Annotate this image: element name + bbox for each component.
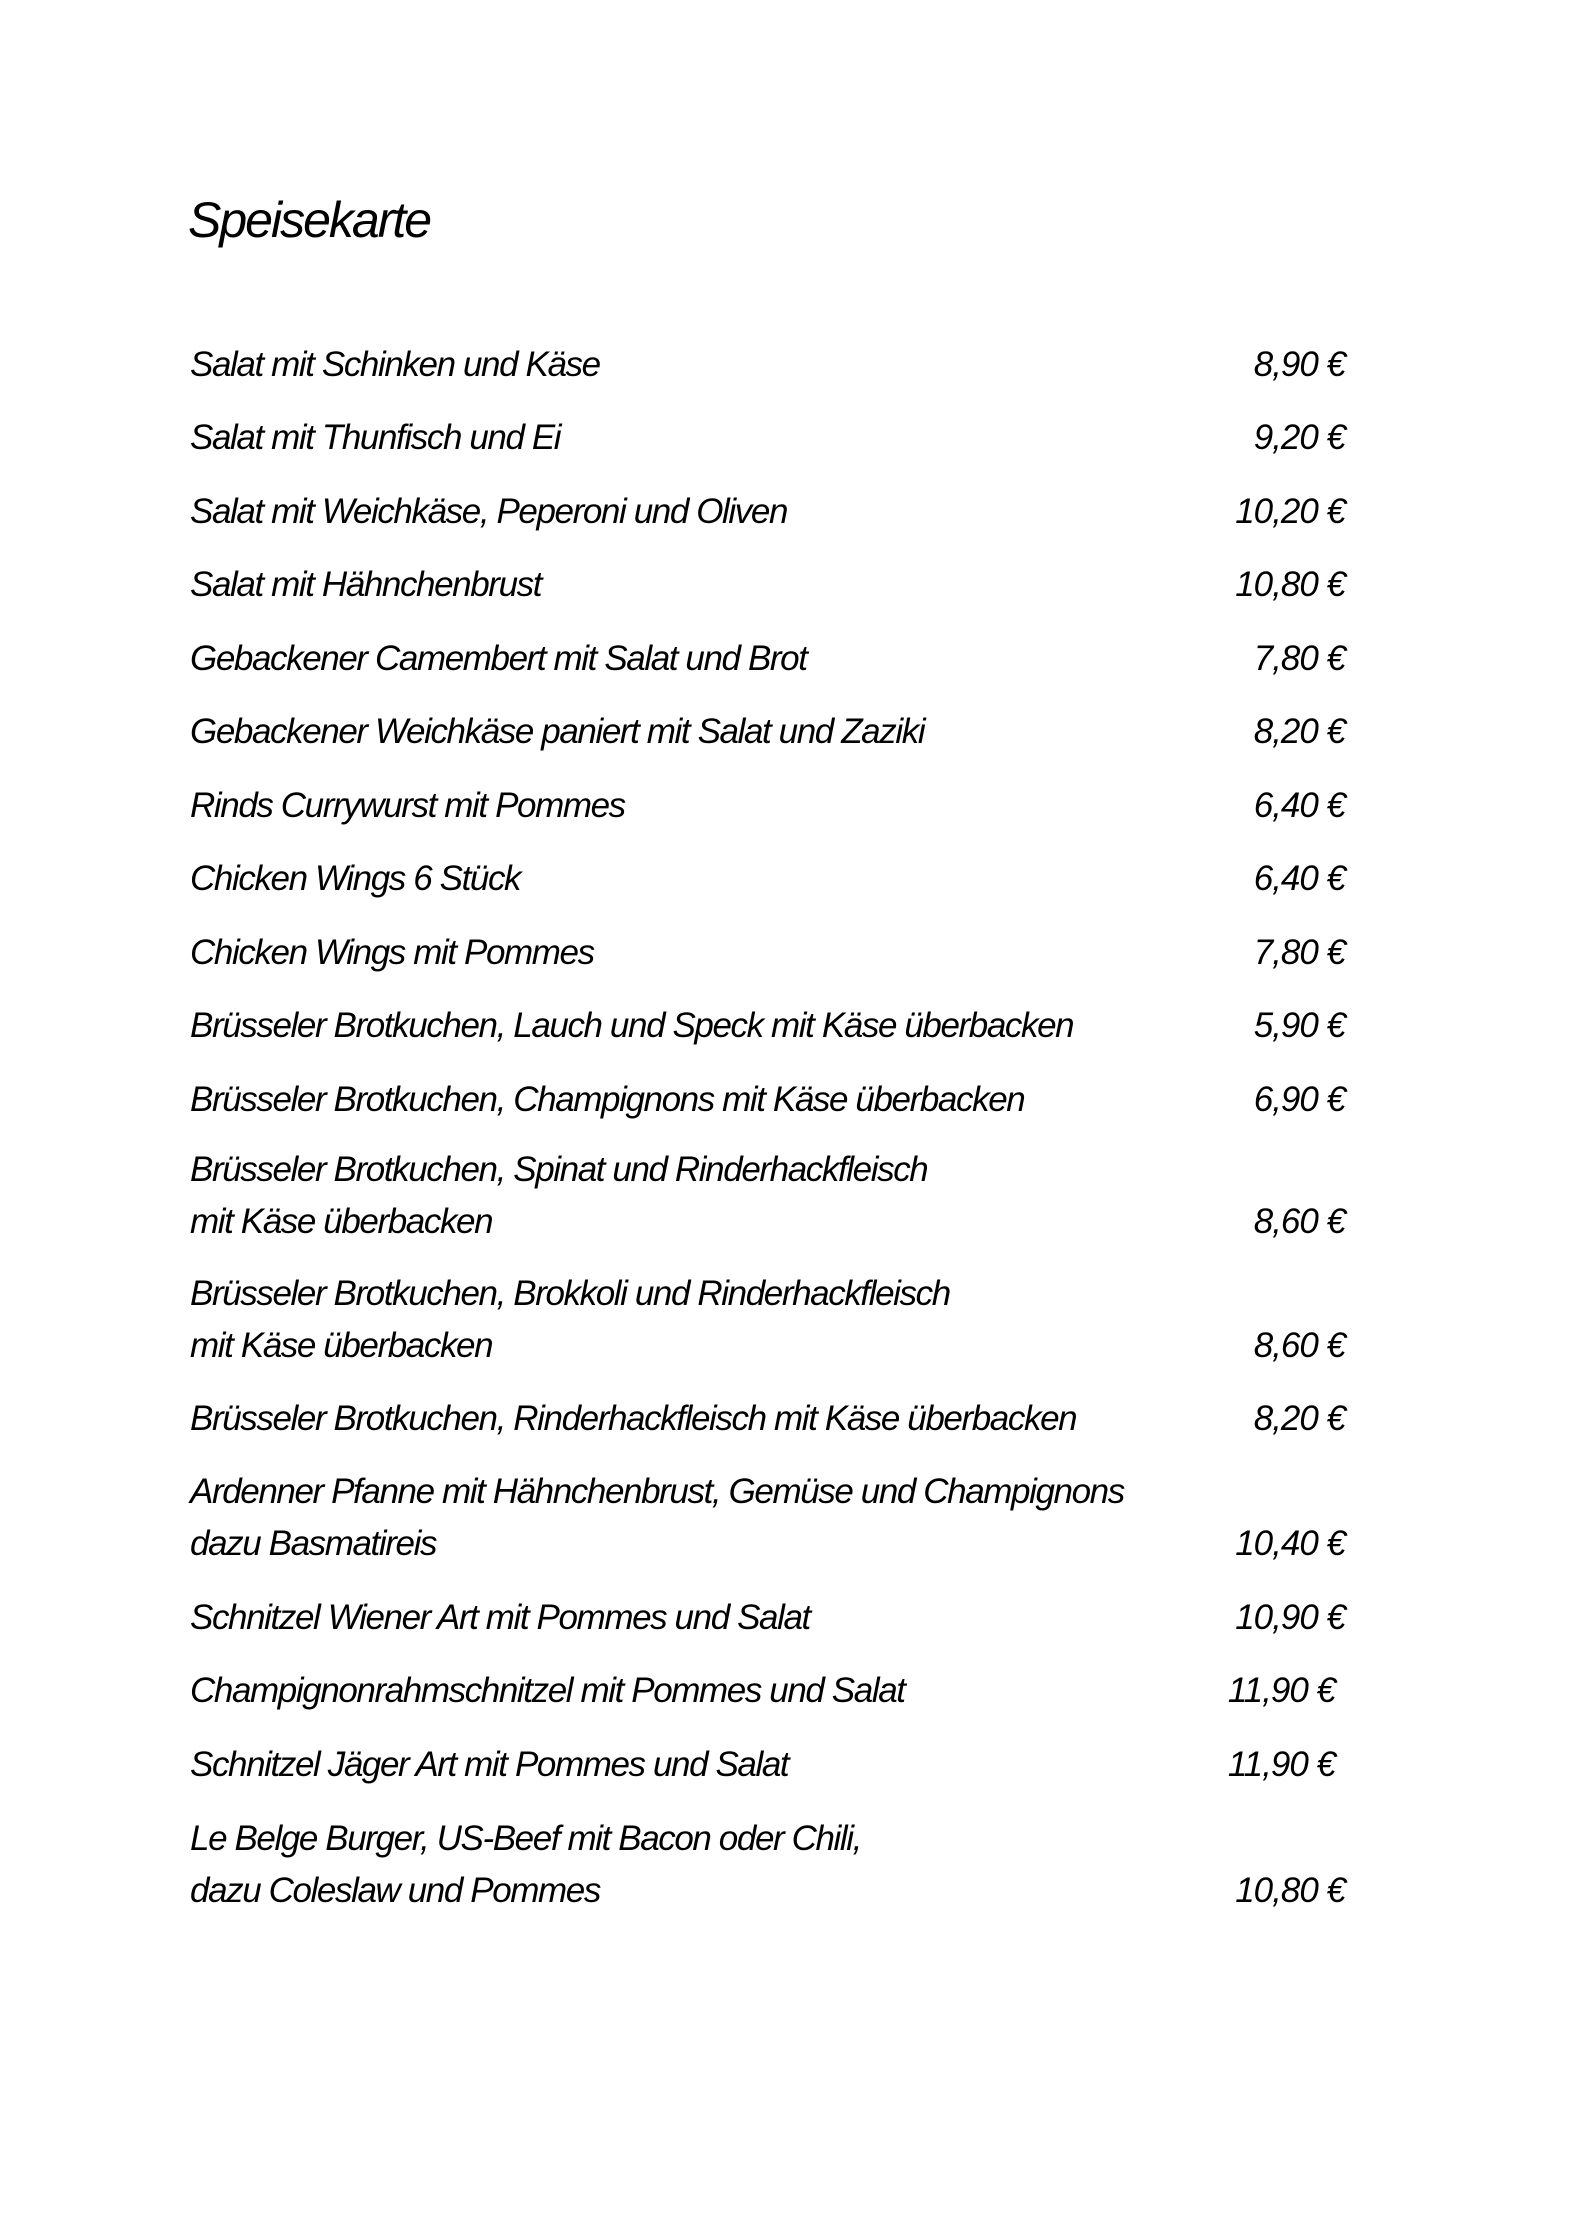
item-price: 8,90 € — [1253, 345, 1345, 384]
item-price: 10,40 € — [1235, 1524, 1345, 1563]
item-name: Salat mit Thunfisch und Ei — [190, 418, 561, 457]
item-name: Brüsseler Brotkuchen, Champignons mit Käse überbacken — [190, 1080, 1025, 1119]
item-name: Chicken Wings 6 Stück — [190, 859, 521, 898]
item-name: Chicken Wings mit Pommes — [190, 933, 594, 972]
item-price: 8,20 € — [1253, 1399, 1345, 1438]
item-name: Brüsseler Brotkuchen, Brokkoli und Rinderhackfleisch — [190, 1274, 950, 1313]
item-price: 11,90 € — [1227, 1745, 1335, 1784]
item-price: 10,90 € — [1235, 1598, 1345, 1637]
item-name: Salat mit Hähnchenbrust — [190, 565, 542, 604]
item-price: 9,20 € — [1253, 418, 1345, 457]
item-name: Ardenner Pfanne mit Hähnchenbrust, Gemüse und Champignons — [190, 1472, 1124, 1511]
item-name: Schnitzel Jäger Art mit Pommes und Salat — [190, 1745, 789, 1784]
item-name: Brüsseler Brotkuchen, Rinderhackfleisch mit Käse überbacken — [190, 1399, 1077, 1438]
item-name: Le Belge Burger, US-Beef mit Bacon oder Chili, — [190, 1819, 861, 1858]
item-name-continued: dazu Basmatireis — [190, 1524, 437, 1563]
item-price: 7,80 € — [1253, 933, 1345, 972]
page-title: Speisekarte — [188, 192, 431, 248]
item-name-continued: mit Käse überbacken — [190, 1326, 493, 1365]
item-name: Salat mit Schinken und Käse — [190, 345, 600, 384]
item-price: 6,90 € — [1253, 1080, 1345, 1119]
item-price: 7,80 € — [1253, 639, 1345, 678]
item-name: Schnitzel Wiener Art mit Pommes und Salat — [190, 1598, 810, 1637]
item-name: Salat mit Weichkäse, Peperoni und Oliven — [190, 492, 788, 531]
item-price: 10,80 € — [1235, 565, 1345, 604]
item-name: Gebackener Weichkäse paniert mit Salat und Zaziki — [190, 712, 925, 751]
item-price: 6,40 € — [1253, 859, 1345, 898]
item-name-continued: mit Käse überbacken — [190, 1202, 493, 1241]
item-price: 5,90 € — [1253, 1006, 1345, 1045]
item-name: Gebackener Camembert mit Salat und Brot — [190, 639, 807, 678]
item-price: 11,90 € — [1227, 1671, 1335, 1710]
item-price: 8,60 € — [1253, 1202, 1345, 1241]
item-name: Champignonrahmschnitzel mit Pommes und Salat — [190, 1671, 905, 1710]
item-price: 6,40 € — [1253, 786, 1345, 825]
item-price: 10,20 € — [1235, 492, 1345, 531]
item-price: 10,80 € — [1235, 1871, 1345, 1910]
item-name: Brüsseler Brotkuchen, Lauch und Speck mit Käse überbacken — [190, 1006, 1074, 1045]
item-price: 8,60 € — [1253, 1326, 1345, 1365]
item-name-continued: dazu Coleslaw und Pommes — [190, 1871, 600, 1910]
item-price: 8,20 € — [1253, 712, 1345, 751]
item-name: Brüsseler Brotkuchen, Spinat und Rinderhackfleisch — [190, 1150, 928, 1189]
item-name: Rinds Currywurst mit Pommes — [190, 786, 625, 825]
